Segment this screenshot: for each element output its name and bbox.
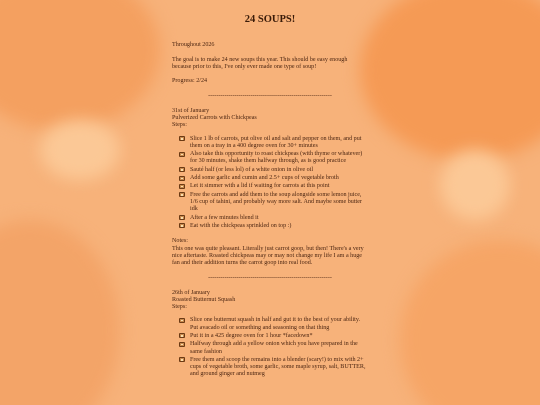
- step-item: Slice 1 lb of carrots, put olive oil and salt and pepper on them, and put them on a tray in a 400 degree oven for 30+ minutes: [179, 136, 368, 151]
- soup-pot-icon: [179, 333, 185, 338]
- step-item: Free them and scoop the remains into a blender (scary!) to mix with 2+ cups of vegetable broth, some garlic, some maple syrup, salt, BUTTER, and ground ginger and nutmeg: [179, 357, 368, 379]
- intro-goal: The goal is to make 24 new soups this year. This should be easy enough because prior to this, I've only ever made one type of soup!: [172, 56, 348, 70]
- step-item: Add some garlic and cumin and 2.5+ cups of vegetable broth: [179, 175, 368, 182]
- step-item: Put it in a 425 degree oven for 1 hour *facedown*: [179, 333, 368, 340]
- soup-pot-icon: [179, 184, 185, 189]
- step-item: Slice one butternut squash in half and gut it to the best of your ability. Put avacado oil or something and seasoning on that thing: [179, 317, 368, 332]
- steps-list: [172, 317, 368, 378]
- steps-label: Steps:: [172, 304, 187, 311]
- step-item: Sauté half (or less lol) of a white onion in olive oil: [179, 167, 368, 174]
- soup-pot-icon: [179, 215, 185, 220]
- step-item: Eat with the chickpeas sprinkled on top :): [179, 223, 368, 230]
- entry-name: Pulverized Carrots with Chickpeas: [172, 114, 257, 121]
- soup-pot-icon: [179, 223, 185, 228]
- soup-pot-icon: [179, 342, 185, 347]
- soup-entry: [172, 108, 368, 268]
- step-item: Let it simmer with a lid if waiting for carrots at this point: [179, 183, 368, 190]
- steps-list: [172, 136, 368, 231]
- soup-pot-icon: [179, 136, 185, 141]
- notes-text: This one was quite pleasant. Literally just carrot goop, but then! There's a very nice aftertaste. Roasted chickpeas may or may not change my life I am a huge fan and their addition turns the carrot goop into real food.: [172, 245, 364, 267]
- soup-pot-icon: [179, 318, 185, 323]
- soup-entry: [172, 290, 368, 379]
- step-item: After a few minutes blend it: [179, 215, 368, 222]
- entry-name: Roasted Butternut Squash: [172, 296, 236, 303]
- soup-pot-icon: [179, 357, 185, 362]
- step-item: Halfway through add a yellow onion which you have prepared in the same fashion: [179, 341, 368, 356]
- notes-label: Notes:: [172, 238, 188, 245]
- step-item: Free the carrots and add them to the soup alongside some lemon juice, 1/6 cup of tahini, and probably way more salt. And maybe some butter idk: [179, 192, 368, 214]
- divider: -------------------------------------------------------------: [208, 274, 332, 281]
- entry-date: 26th of January: [172, 289, 210, 296]
- page-title: 24 SOUPS!: [244, 14, 296, 25]
- step-item: Also take this opportunity to roast chickpeas (with thyme or whatever) for 30 minutes, shake them halfway through, as is good practice: [179, 151, 368, 166]
- page-content: [172, 0, 368, 379]
- steps-label: Steps:: [172, 122, 187, 129]
- soup-pot-icon: [179, 192, 185, 197]
- entry-date: 31st of January: [172, 107, 210, 114]
- soup-pot-icon: [179, 176, 185, 181]
- soup-pot-icon: [179, 167, 185, 172]
- divider: -------------------------------------------------------------: [208, 93, 332, 100]
- soup-pot-icon: [179, 152, 185, 157]
- progress-text: Progress: 2/24: [172, 78, 208, 85]
- intro-period: Throughout 2026: [172, 42, 215, 48]
